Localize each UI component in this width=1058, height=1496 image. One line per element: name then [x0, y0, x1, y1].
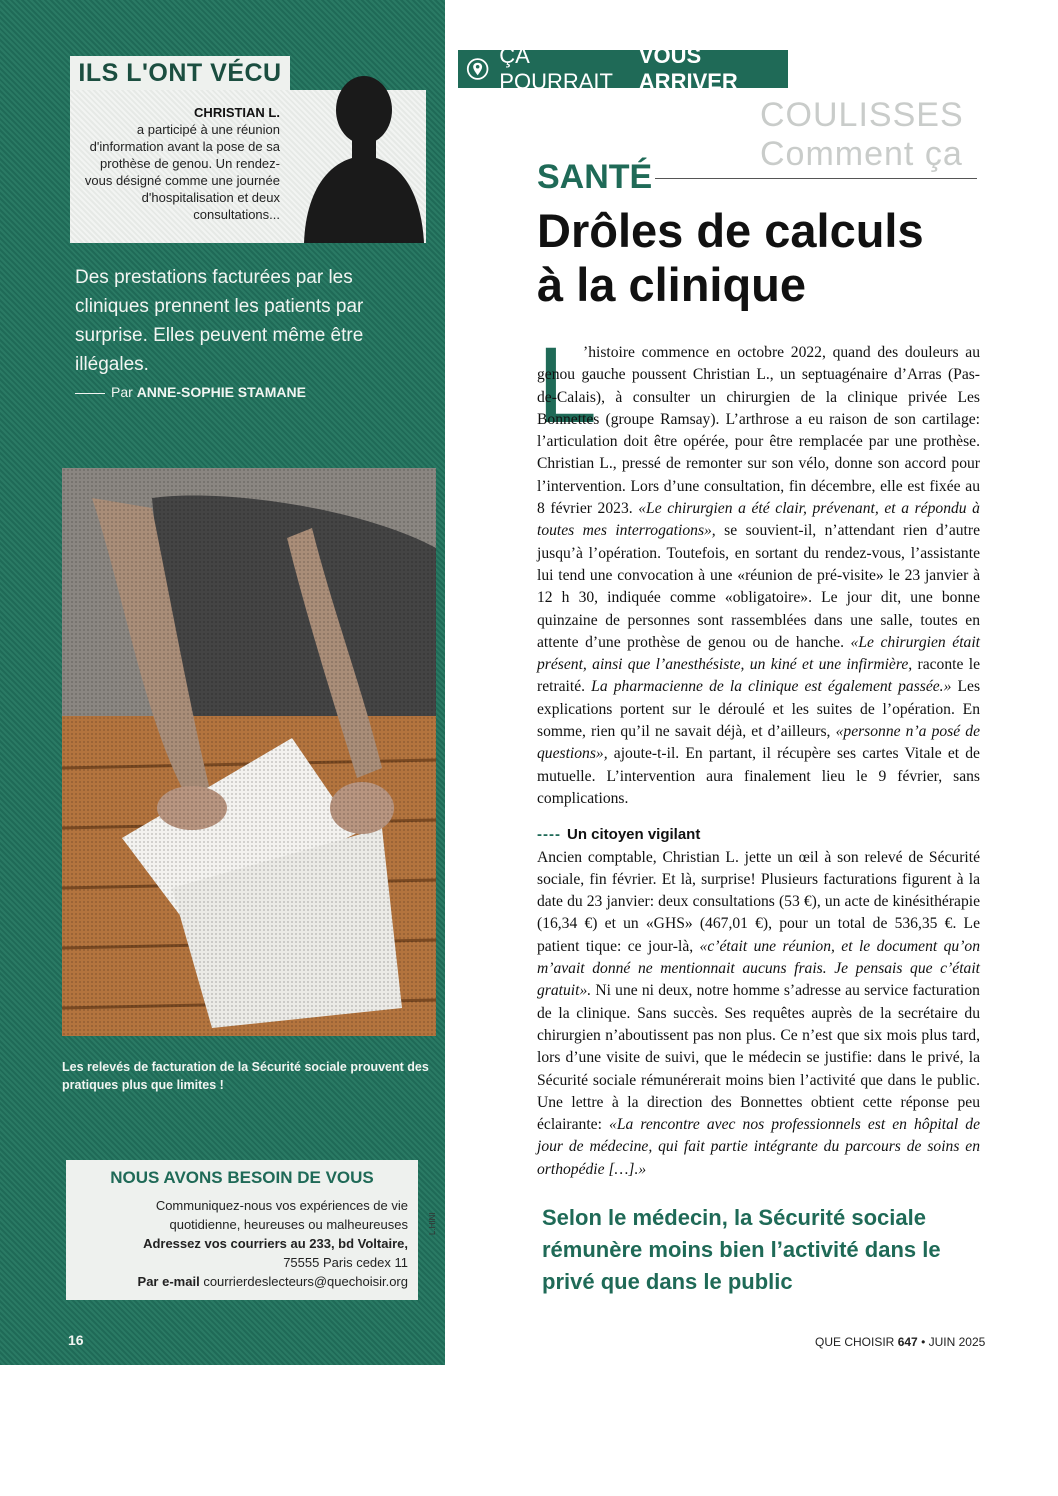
- p1-cont2: raconte le retraité.: [537, 656, 980, 696]
- kicker-rule: [655, 178, 977, 179]
- p2-cont: Ni une ni deux, notre homme s’adresse au service facturation de la clinique. Sans succès. Ses requêtes auprès de la secrétaire du chirurgien n’aboutissent pas non plus. Ce n’est que six mois plus tard, lors d’une visite de suivi, que le médecin se justifie: dans le privé, la Sécurité sociale rémunérerait moins bien l’activité que dans le public. Une lettre à la direction des Bonnettes obtient cette réponse peu éclairante:: [537, 982, 980, 1134]
- testimony-box: [70, 48, 426, 243]
- p1-text: ’histoire commence en octobre 2022, quand des douleurs au genou gauche poussent Christian L., un septuagénaire d’Arras (Pas-de-Calais), à consulter un chirurgien de la clinique privée Les Bonnettes (groupe Ramsay). L’arthrose a eu raison de son cartilage: l’articulation doit être opérée, pour être remplacée par une prothèse. Christian L., pressé de remonter sur son vélo, donne son accord pour l’intervention. Lors d’une consultation, fin décembre, elle est fixée au 8 février 2023.: [537, 344, 980, 518]
- rubric-light: ÇA POURRAIT: [499, 43, 613, 94]
- testimony-text: [80, 104, 280, 223]
- p1-quote2: «Le chirurgien était présent, ainsi que l’anesthésiste, un kiné et une infirmière,: [537, 633, 980, 674]
- callout-email-label: Par e-mail: [137, 1274, 200, 1289]
- footer-magazine: QUE CHOISIR: [815, 1335, 895, 1349]
- p2-text: Ancien comptable, Christian L. jette un œil à son relevé de Sécurité sociale, fin février. Et là, surprise! Plusieurs facturations figurent à la date du 23 janvier: deux consultations (53 €), un acte de kinésithérapie (16,34 €) et un «GHS» (467,01 €), pour un total de 536,35 €. Le patient tique: ce jour-là,: [537, 848, 980, 955]
- footer-issue: 647: [897, 1335, 918, 1349]
- p1-quote4: «personne n’a posé de questions»,: [537, 723, 980, 763]
- paragraph-1: [537, 324, 981, 810]
- p2-quote: «c’était une réunion, et le document qu’on m’avait donné ne mentionnait aucuns frais. Je pensais que c’était gratuit».: [537, 937, 980, 1000]
- callout-city: 75555 Paris cedex 11: [283, 1255, 408, 1270]
- bleed-through-text: COULISSES Comment ça: [760, 96, 964, 173]
- p1-quote: «Le chirurgien a été clair, prévenant, et a répondu à toutes mes interrogations»,: [537, 500, 980, 540]
- testimony-person-name: CHRISTIAN L.: [194, 105, 280, 120]
- byline-prefix: Par: [111, 384, 133, 400]
- subheading: [537, 824, 980, 846]
- callout-line: Communiquez-nous vos expériences de vie: [155, 1198, 408, 1213]
- person-silhouette-icon: [286, 48, 426, 243]
- p1-cont: se souvient-il, n’attendant rien d’autre jusqu’à l’opération. Toutefois, en sortant du rendez-vous, l’assistante lui tend une convocation à une «réunion de pré-visite» le 23 janvier à 12 h 30, indiquée comme «obligatoire». Le jour dit, une bonne quinzaine de personnes sont rassemblées dans une salle, toutes en attente d’une prothèse de genou ou de hanche.: [537, 522, 980, 651]
- page-number: 16: [68, 1332, 84, 1348]
- p1-cont3: Les explications portent sur le déroulé et les suites de l’opération. En somme, rien qu’il ne savait déjà, et d’ailleurs,: [537, 678, 981, 741]
- article-headline: [537, 204, 977, 312]
- callout-title: NOUS AVONS BESOIN DE VOUS: [110, 1168, 374, 1187]
- testimony-description: a participé à une réunion d'information avant la pose de sa prothèse de genou. Un rendez-vous désigné comme une journée d'hospitalisation et deux consultations...: [84, 122, 280, 222]
- callout-email-row: [138, 1274, 408, 1289]
- article-photo: [62, 468, 436, 1036]
- article-intro: Des prestations facturées par les cliniques prennent les patients par surprise. Elles peuvent même être illégales.: [75, 267, 364, 375]
- callout-line: quotidienne, heureuses ou malheureuses: [169, 1217, 408, 1232]
- byline-dash: [75, 393, 105, 394]
- headline-line-2: à la clinique: [537, 258, 807, 311]
- testimony-title: ILS L'ONT VÉCU: [70, 56, 290, 90]
- p1-cont4: ajoute-t-il. En partant, il récupère ses cartes Vitale et de mutuelle. L’intervention aura finalement lieu le 9 février, sans complications.: [537, 745, 980, 807]
- photo-credit: L.HINI: [428, 1212, 437, 1235]
- section-kicker: SANTÉ: [537, 158, 653, 196]
- byline: [75, 384, 306, 400]
- pull-quote: Selon le médecin, la Sécurité sociale rémunère moins bien l’activité dans le privé que dans le public: [542, 1205, 941, 1294]
- contact-callout: [66, 1160, 418, 1300]
- byline-author: ANNE-SOPHIE STAMANE: [136, 384, 306, 400]
- headline-line-1: Drôles de calculs: [537, 204, 924, 257]
- p1-quote3: La pharmacienne de la clinique est également passée.»: [591, 678, 952, 696]
- rubric-banner: [458, 43, 788, 94]
- page-footer: [815, 1335, 985, 1349]
- footer-separator: •: [921, 1335, 926, 1349]
- rubric-bold: VOUS ARRIVER: [638, 43, 738, 94]
- callout-email: courrierdeslecteurs@quechoisir.org: [203, 1274, 408, 1289]
- callout-address: Adressez vos courriers au 233, bd Voltaire,: [143, 1236, 408, 1251]
- paragraph-2: [537, 847, 980, 1181]
- footer-date: JUIN 2025: [928, 1335, 986, 1349]
- p2-quote2: «La rencontre avec nos professionnels est en hôpital de jour de médecine, qui fait partie intégrante du parcours de soins en orthopédie […].»: [537, 1116, 980, 1178]
- location-pin-icon: [466, 56, 489, 82]
- subhead-dashes: ----: [537, 826, 561, 844]
- photo-caption: Les relevés de facturation de la Sécurité sociale prouvent des pratiques plus que limites !: [62, 1060, 429, 1092]
- drop-cap: L: [537, 324, 598, 445]
- subhead-text: Un citoyen vigilant: [566, 826, 701, 844]
- article-body: [537, 324, 981, 1181]
